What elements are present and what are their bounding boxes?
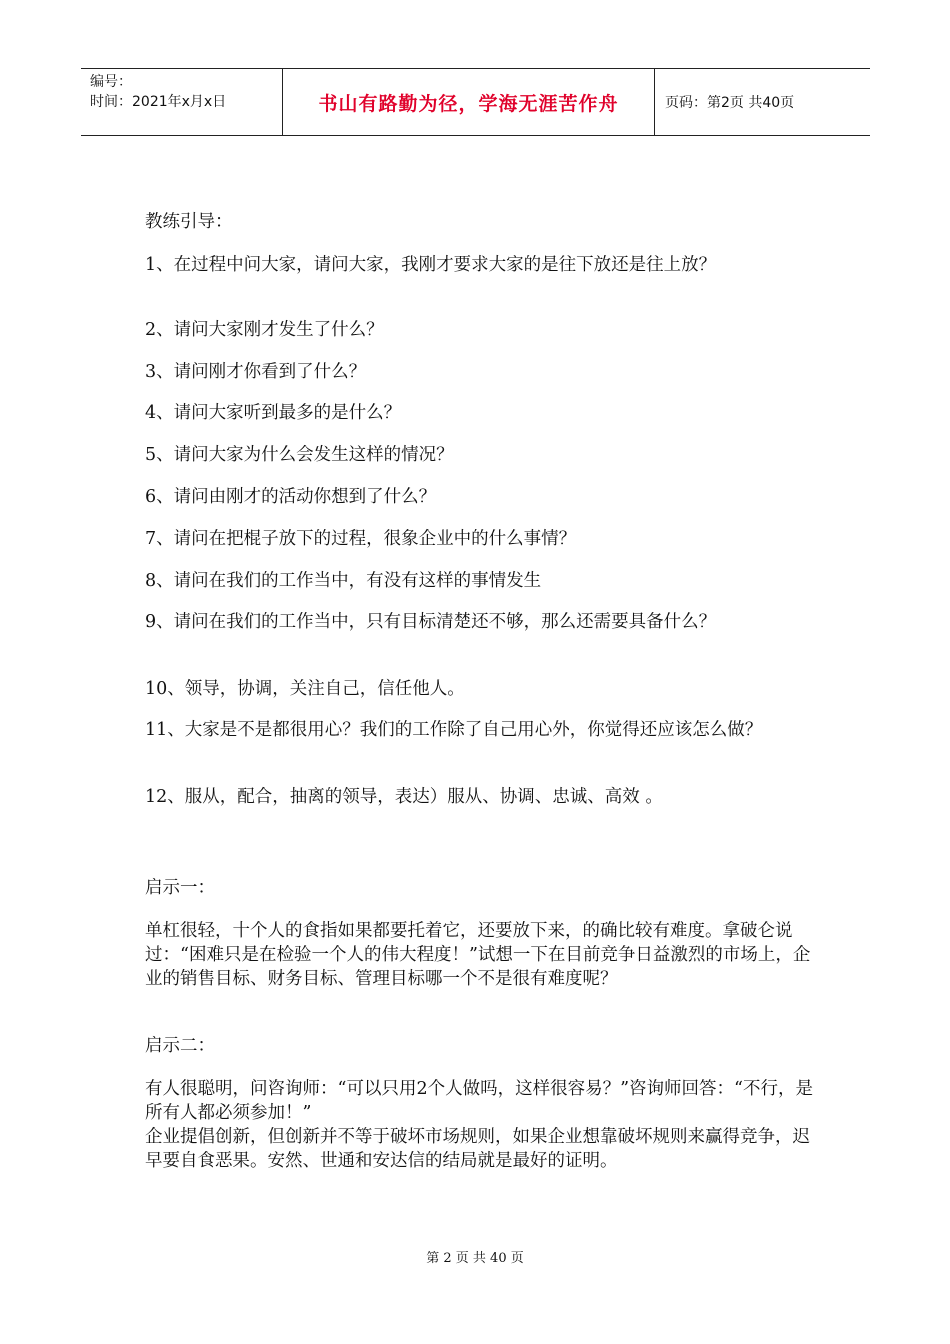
question-11: 11、大家是不是都很用心？我们的工作除了自己用心外，你觉得还应该怎么做？ xyxy=(145,720,763,740)
insight-1-text: 单杠很轻，十个人的食指如果都要托着它，还要放下来，的确比较有难度。拿破仑说过：“困难只是在检验一个人的伟大程度！”试想一下在目前竞争日益激烈的市场上，企业的销售目标、财务目标、管理目标哪一个不是很有难度呢？ xyxy=(145,921,811,989)
document-number-label: 编号： xyxy=(90,74,132,90)
question-3: 3、请问刚才你看到了什么？ xyxy=(145,362,367,382)
question-9: 9、请问在我们的工作当中，只有目标清楚还不够，那么还需要具备什么？ xyxy=(145,612,717,632)
insight-2-text-b: 企业提倡创新，但创新并不等于破坏市场规则，如果企业想靠破坏规则来赢得竞争，迟早要自食恶果。安然、世通和安达信的结局就是最好的证明。 xyxy=(145,1127,810,1171)
header-motto-cell xyxy=(283,69,655,135)
question-5: 5、请问大家为什么会发生这样的情况？ xyxy=(145,445,454,465)
coach-heading: 教练引导： xyxy=(145,212,233,232)
insight-1-heading: 启示一： xyxy=(145,878,215,898)
document-time-label: 时间：2021年x月x日 xyxy=(90,94,227,110)
header-page-info: 页码：第2页 共40页 xyxy=(665,95,795,111)
question-8: 8、请问在我们的工作当中，有没有这样的事情发生 xyxy=(145,571,542,591)
page-footer: 第 2 页 共 40 页 xyxy=(426,1251,524,1266)
header-motto: 书山有路勤为径，学海无涯苦作舟 xyxy=(318,92,619,115)
question-2: 2、请问大家刚才发生了什么？ xyxy=(145,320,384,340)
question-4: 4、请问大家听到最多的是什么？ xyxy=(145,403,402,423)
question-1: 1、在过程中问大家，请问大家，我刚才要求大家的是往下放还是往上放？ xyxy=(145,255,717,275)
question-12: 12、服从，配合，抽离的领导，表达）服从、协调、忠诚、高效 。 xyxy=(145,787,663,807)
page-header xyxy=(81,68,870,136)
question-7: 7、请问在把棍子放下的过程，很象企业中的什么事情？ xyxy=(145,529,577,549)
question-10: 10、领导，协调，关注自己，信任他人。 xyxy=(145,679,465,699)
insight-2-text-a: 有人很聪明，问咨询师：“可以只用2个人做吗，这样很容易？”咨询师回答：“不行，是所有人都必须参加！” xyxy=(145,1079,813,1123)
insight-2-heading: 启示二： xyxy=(145,1036,215,1056)
question-6: 6、请问由刚才的活动你想到了什么？ xyxy=(145,487,437,507)
header-meta xyxy=(81,69,283,135)
